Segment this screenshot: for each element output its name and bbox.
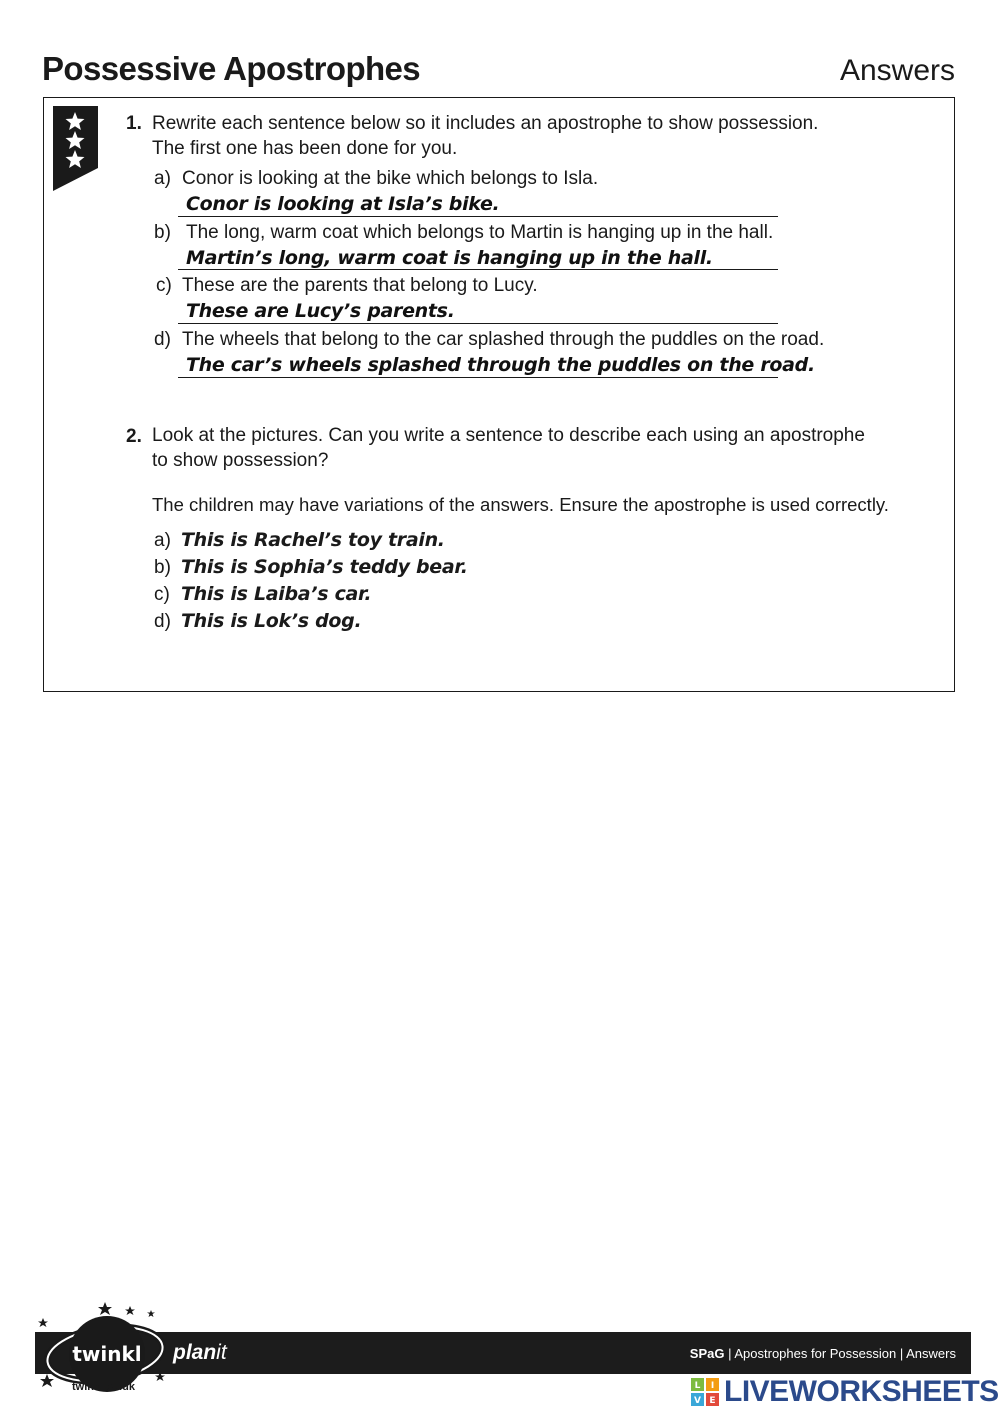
question-2-prompt-line2: to show possession?	[152, 450, 329, 471]
item-label: d)	[154, 329, 171, 350]
svg-text:L: L	[694, 1381, 701, 1391]
question-2-note: The children may have variations of the answers. Ensure the apostrophe is used correctly.	[152, 494, 889, 515]
question-1-item-c	[156, 275, 538, 297]
footer-subject: SPaG	[689, 1346, 725, 1361]
item-text: The wheels that belong to the car splashed through the puddles on the road.	[182, 329, 825, 350]
question-1-item-a	[154, 168, 598, 190]
svg-text:I: I	[710, 1381, 715, 1391]
svg-text:V: V	[694, 1396, 701, 1406]
question-1-item-b	[154, 222, 773, 244]
question-1-item-d	[154, 329, 824, 351]
item-text: The long, warm coat which belongs to Martin is hanging up in the hall.	[186, 222, 774, 243]
difficulty-stars-icon	[53, 106, 98, 191]
answer-line	[178, 377, 778, 378]
footer-unit: Apostrophes for Possession	[734, 1346, 897, 1361]
question-1-answer-c: These are Lucy’s parents.	[186, 300, 455, 322]
item-label: a)	[154, 530, 171, 551]
question-1-prompt	[152, 111, 818, 161]
question-1-answer-a: Conor is looking at Isla’s bike.	[186, 193, 500, 215]
item-label: b)	[154, 557, 171, 578]
question-2-answer-a: This is Rachel’s toy train.	[181, 529, 445, 551]
answer-line	[178, 216, 778, 217]
question-2-item-a	[154, 529, 445, 552]
question-1-prompt-line2: The first one has been done for you.	[152, 138, 458, 159]
logo-text: twinkl	[72, 1342, 142, 1366]
answer-line	[178, 269, 778, 270]
item-text: Conor is looking at the bike which belongs to Isla.	[182, 168, 599, 189]
question-2-prompt-line1: Look at the pictures. Can you write a sentence to describe each using an apostrophe	[152, 425, 865, 446]
answers-label: Answers	[839, 54, 955, 87]
item-label: b)	[154, 222, 171, 243]
svg-text:E: E	[709, 1396, 716, 1406]
liveworksheets-watermark	[690, 1375, 999, 1409]
page-title: Possessive Apostrophes	[42, 50, 421, 87]
question-2-answer-c: This is Laiba’s car.	[181, 583, 372, 605]
star-icon	[38, 1318, 48, 1327]
item-label: a)	[154, 168, 171, 189]
question-2-prompt	[152, 423, 865, 473]
question-1-prompt-line1: Rewrite each sentence below so it includes an apostrophe to show possession.	[152, 113, 819, 134]
twinkl-url[interactable]: twinkl.co.uk	[72, 1381, 135, 1393]
item-label: c)	[154, 584, 170, 605]
footer-section: Answers	[906, 1346, 956, 1361]
item-text: These are the parents that belong to Lucy.	[182, 275, 538, 296]
answer-line	[178, 323, 778, 324]
question-1-answer-b: Martin’s long, warm coat is hanging up in the hall.	[186, 247, 713, 269]
star-icon	[98, 1302, 112, 1315]
footer-text: SPaG | Apostrophes for Possession | Answers	[689, 1346, 956, 1361]
liveworksheets-logo-icon	[690, 1377, 720, 1407]
question-2-item-b	[154, 556, 468, 579]
item-label: c)	[156, 275, 172, 296]
star-icon	[155, 1372, 165, 1381]
planit-brand: planit	[173, 1341, 227, 1364]
question-2-item-d	[154, 610, 361, 633]
watermark-text: LIVEWORKSHEETS	[724, 1375, 999, 1408]
question-2-item-c	[154, 583, 371, 606]
question-2-answer-b: This is Sophia’s teddy bear.	[181, 556, 468, 578]
star-icon	[125, 1306, 135, 1315]
item-label: d)	[154, 611, 171, 632]
star-icon	[40, 1374, 54, 1387]
question-2-answer-d: This is Lok’s dog.	[181, 610, 362, 632]
star-icon	[147, 1310, 155, 1317]
question-1-number: 1.	[126, 113, 142, 134]
question-1-answer-d: The car’s wheels splashed through the puddles on the road.	[186, 354, 815, 376]
question-2-number: 2.	[126, 426, 142, 447]
